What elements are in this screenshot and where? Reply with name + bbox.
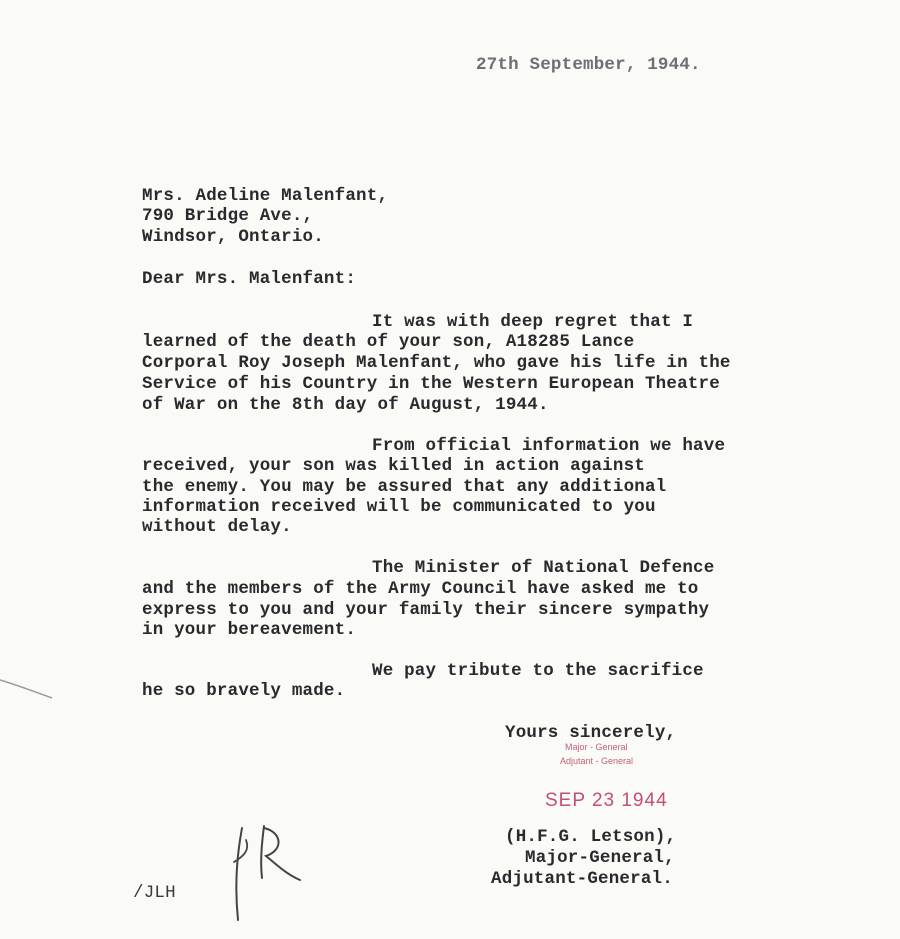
para3-line4: in your bereavement. xyxy=(142,620,357,640)
stamp-title: Adjutant - General xyxy=(560,756,634,766)
para3-line1: The Minister of National Defence xyxy=(372,558,715,578)
stamp-date: SEP 23 1944 xyxy=(545,790,668,811)
para1-line3: Corporal Roy Joseph Malenfant, who gave his life in the xyxy=(142,353,731,373)
paper-mark-icon xyxy=(0,672,60,702)
address-line-city: Windsor, Ontario. xyxy=(142,227,324,247)
handwritten-initials-icon xyxy=(220,820,310,930)
para4-line2: he so bravely made. xyxy=(142,681,346,701)
para4-line1: We pay tribute to the sacrifice xyxy=(372,661,704,681)
para1-line1: It was with deep regret that I xyxy=(372,312,694,332)
para3-line2: and the members of the Army Council have asked me to xyxy=(142,579,699,599)
salutation: Dear Mrs. Malenfant: xyxy=(142,269,357,289)
typist-initials: /JLH xyxy=(133,883,176,903)
para1-line2: learned of the death of your son, A18285 Lance xyxy=(142,332,635,352)
para2-line4: information received will be communicated to you xyxy=(142,497,656,517)
letter-date: 27th September, 1944. xyxy=(476,55,701,75)
stamp-rank: Major - General xyxy=(565,742,628,752)
para3-line3: express to you and your family their sincere sympathy xyxy=(142,600,710,620)
address-line-name: Mrs. Adeline Malenfant, xyxy=(142,186,389,206)
signatory-name: (H.F.G. Letson), xyxy=(505,827,677,847)
signatory-rank: Major-General, xyxy=(525,848,675,868)
address-line-street: 790 Bridge Ave., xyxy=(142,206,314,226)
closing: Yours sincerely, xyxy=(505,723,677,743)
signatory-title: Adjutant-General. xyxy=(491,869,673,889)
para2-line5: without delay. xyxy=(142,517,292,537)
para1-line4: Service of his Country in the Western European Theatre xyxy=(142,374,720,394)
para2-line2: received, your son was killed in action against xyxy=(142,456,645,476)
para2-line1: From official information we have xyxy=(372,436,726,456)
para1-line5: of War on the 8th day of August, 1944. xyxy=(142,395,549,415)
para2-line3: the enemy. You may be assured that any additional xyxy=(142,477,667,497)
